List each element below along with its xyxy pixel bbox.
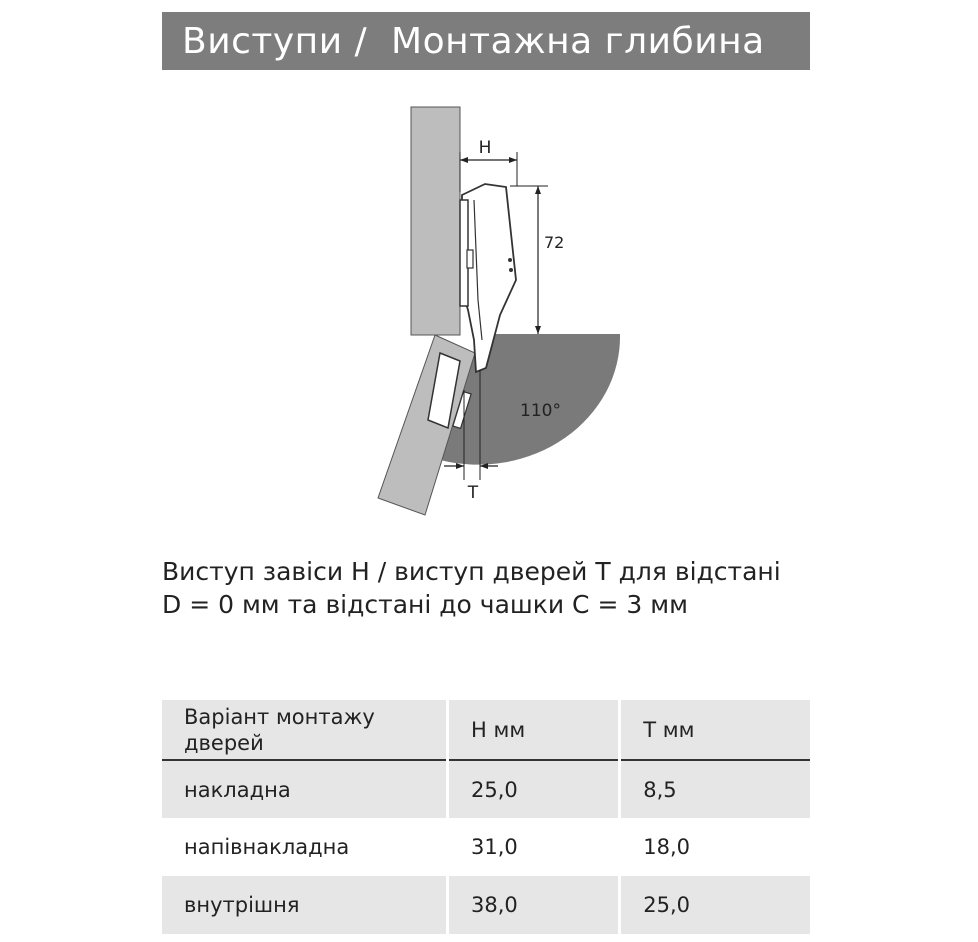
page-title: Виступи / Монтажна глибина <box>182 20 765 62</box>
cell-mounting: напівнакладна <box>184 835 350 859</box>
cell-mounting: внутрішня <box>184 893 300 917</box>
cell-h: 25,0 <box>448 760 620 818</box>
opening-angle-label: 110° <box>520 401 561 421</box>
hinge-screw <box>509 268 513 272</box>
caption-line-1: Виступ завіси H / виступ дверей T для відстані <box>162 557 781 586</box>
cabinet-side-panel <box>411 107 460 335</box>
cell-t: 25,0 <box>620 876 810 934</box>
dimension-h-arrow-left <box>460 157 468 163</box>
cell-mounting: накладна <box>184 777 291 802</box>
hinge-screw <box>508 258 512 262</box>
table-row <box>162 760 810 818</box>
diagram-caption <box>162 555 822 621</box>
table-row <box>162 876 810 934</box>
cell-h: 38,0 <box>448 876 620 934</box>
dimension-h-arrow-right <box>509 157 517 163</box>
cell-h: 31,0 <box>448 818 620 876</box>
hinge-diagram <box>370 100 640 520</box>
column-header-h: H мм <box>448 700 620 760</box>
mounting-plate-clip <box>467 250 473 268</box>
dimension-72-arrow-top <box>535 186 541 194</box>
dimension-h-label: H <box>478 138 492 158</box>
cell-t: 18,0 <box>620 818 810 876</box>
dimension-t-label: T <box>467 483 479 503</box>
title-bar <box>162 12 810 70</box>
caption-line-2: D = 0 мм та відстані до чашки C = 3 мм <box>162 590 688 619</box>
cell-t: 8,5 <box>620 760 810 818</box>
column-header-mounting: Варіант монтажу дверей <box>162 700 448 760</box>
column-header-t: T мм <box>620 700 810 760</box>
protrusion-table <box>162 700 810 934</box>
table-row <box>162 818 810 876</box>
dimension-72-arrow-bottom <box>535 326 541 334</box>
dimension-72-label: 72 <box>544 233 565 252</box>
table-header-row <box>162 700 810 760</box>
